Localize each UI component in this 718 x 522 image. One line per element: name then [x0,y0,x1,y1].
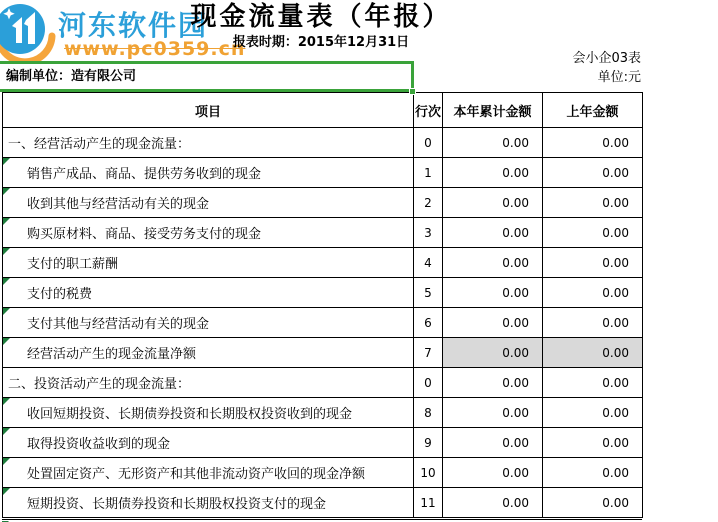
current-amount-cell[interactable]: 0.00 [443,458,543,488]
prior-amount-cell[interactable]: 0.00 [543,278,643,308]
prior-amount-cell[interactable]: 0.00 [543,248,643,278]
line-number-cell[interactable]: 9 [414,428,443,458]
site-url-text: www.pc0359.cn [64,38,246,60]
item-label: 支付的税费 [27,287,93,302]
current-amount-cell[interactable]: 0.00 [443,368,543,398]
column-header-line-number: 行次 [414,93,443,128]
current-amount-cell[interactable]: 0.00 [443,248,543,278]
cell-flag-triangle-icon [3,428,10,435]
cash-flow-table [2,92,643,518]
prior-amount-cell[interactable]: 0.00 [543,338,643,368]
site-name-text: 河东软件园 [58,9,209,42]
prepared-by-text: 编制单位：造有限公司 [6,69,137,84]
line-number-cell[interactable]: 10 [414,458,443,488]
current-amount-cell[interactable]: 0.00 [443,158,543,188]
table-row [3,248,643,278]
table-row [3,488,643,518]
item-label: 支付的职工薪酬 [27,257,119,272]
line-number-cell[interactable]: 4 [414,248,443,278]
item-cell[interactable] [3,398,414,428]
prepared-by-cell[interactable] [0,61,414,92]
line-number-cell[interactable]: 6 [414,308,443,338]
item-cell[interactable] [3,188,414,218]
table-body [3,128,643,518]
cell-flag-triangle-icon [3,218,10,225]
item-cell[interactable] [3,128,414,158]
prior-amount-cell[interactable]: 0.00 [543,158,643,188]
prior-amount-cell[interactable]: 0.00 [543,128,643,158]
table-row [3,158,643,188]
column-header-item: 项目 [3,93,414,128]
item-label: 处置固定资产、无形资产和其他非流动资产收回的现金净额 [27,467,366,482]
table-header-row [3,93,643,128]
table-row [3,188,643,218]
table-row [3,278,643,308]
selection-fill-handle[interactable] [409,88,416,95]
item-label: 购买原材料、商品、接受劳务支付的现金 [27,227,262,242]
item-cell[interactable] [3,488,414,518]
form-code-label: 会小企03表 [572,51,641,66]
cell-flag-triangle-icon [3,158,10,165]
current-amount-cell[interactable]: 0.00 [443,428,543,458]
table-row [3,428,643,458]
table-row [3,338,643,368]
current-amount-cell[interactable]: 0.00 [443,188,543,218]
table-row [3,458,643,488]
current-amount-cell[interactable]: 0.00 [443,128,543,158]
cell-flag-triangle-icon [3,338,10,345]
column-header-prior-amount: 上年金额 [543,93,643,128]
current-amount-cell[interactable]: 0.00 [443,488,543,518]
current-amount-cell[interactable]: 0.00 [443,338,543,368]
cell-flag-triangle-icon [3,488,10,495]
prior-amount-cell[interactable]: 0.00 [543,188,643,218]
report-period-label: 报表时期：2015年12月31日 [232,35,410,50]
page-title: 现金流量表（年报） [190,2,452,32]
prior-amount-cell[interactable]: 0.00 [543,428,643,458]
prior-amount-cell[interactable]: 0.00 [543,488,643,518]
line-number-cell[interactable]: 0 [414,128,443,158]
item-label: 一、经营活动产生的现金流量： [8,137,191,152]
item-label: 支付其他与经营活动有关的现金 [27,317,210,332]
line-number-cell[interactable]: 11 [414,488,443,518]
item-label: 短期投资、长期债券投资和长期股权投资支付的现金 [27,497,327,512]
column-header-current-amount: 本年累计金额 [443,93,543,128]
cell-flag-triangle-icon [3,308,10,315]
table-row [3,398,643,428]
line-number-cell[interactable]: 3 [414,218,443,248]
table-row [3,218,643,248]
line-number-cell[interactable]: 7 [414,338,443,368]
item-cell[interactable] [3,428,414,458]
item-label: 经营活动产生的现金流量净额 [27,347,197,362]
prior-amount-cell[interactable]: 0.00 [543,458,643,488]
item-cell[interactable] [3,248,414,278]
cell-flag-triangle-icon [3,278,10,285]
line-number-cell[interactable]: 5 [414,278,443,308]
current-amount-cell[interactable]: 0.00 [443,278,543,308]
cell-flag-triangle-icon [3,188,10,195]
line-number-cell[interactable]: 1 [414,158,443,188]
current-amount-cell[interactable]: 0.00 [443,398,543,428]
item-label: 收回短期投资、长期债券投资和长期股权投资收到的现金 [27,407,353,422]
prior-amount-cell[interactable]: 0.00 [543,218,643,248]
line-number-cell[interactable]: 2 [414,188,443,218]
table-row [3,128,643,158]
item-cell[interactable] [3,218,414,248]
cell-flag-triangle-icon [3,398,10,405]
item-label: 收到其他与经营活动有关的现金 [27,197,210,212]
item-cell[interactable] [3,158,414,188]
cell-flag-triangle-icon [3,458,10,465]
unit-label: 单位:元 [597,70,641,85]
item-label: 取得投资收益收到的现金 [27,437,171,452]
table-row [3,368,643,398]
item-label: 二、投资活动产生的现金流量： [8,377,191,392]
item-label: 销售产成品、商品、提供劳务收到的现金 [27,167,262,182]
current-amount-cell[interactable]: 0.00 [443,308,543,338]
prior-amount-cell[interactable]: 0.00 [543,398,643,428]
current-amount-cell[interactable]: 0.00 [443,218,543,248]
item-cell[interactable] [3,338,414,368]
item-cell[interactable] [3,278,414,308]
line-number-cell[interactable]: 8 [414,398,443,428]
table-row [3,308,643,338]
line-number-cell[interactable]: 0 [414,368,443,398]
prior-amount-cell[interactable]: 0.00 [543,308,643,338]
item-cell[interactable] [3,368,414,398]
cell-flag-triangle-icon [3,248,10,255]
prior-amount-cell[interactable]: 0.00 [543,368,643,398]
item-cell[interactable] [3,458,414,488]
item-cell[interactable] [3,308,414,338]
